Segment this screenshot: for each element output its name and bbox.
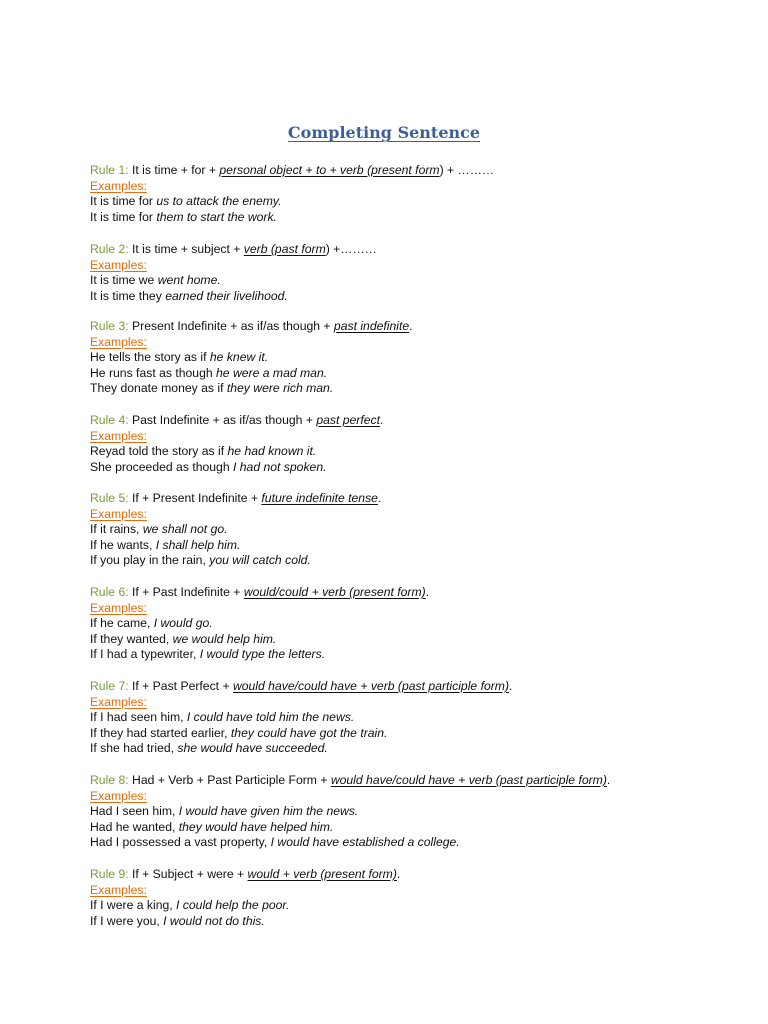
- example-sentence: [90, 914, 730, 930]
- example-emphasis: I would have established a college.: [270, 835, 460, 850]
- example-text: If he came,: [90, 616, 154, 631]
- rule-block-4: [90, 413, 730, 475]
- example-text: It is time they: [90, 288, 166, 303]
- example-text: He tells the story as if: [90, 350, 210, 365]
- examples-label: Examples:: [90, 506, 147, 521]
- examples-label: Examples:: [90, 600, 147, 615]
- example-emphasis: I shall help him.: [155, 537, 241, 552]
- example-emphasis: they could have got the train.: [230, 725, 388, 740]
- example-text: If you play in the rain,: [90, 553, 210, 568]
- example-sentence: [90, 381, 730, 397]
- example-text: If it rains,: [90, 522, 143, 537]
- rule-label: Rule 6:: [90, 585, 129, 599]
- rule-block-3: [90, 319, 730, 397]
- rule-formula: [90, 491, 730, 507]
- rule-formula: [90, 867, 730, 883]
- example-text: If I had seen him,: [90, 710, 187, 725]
- formula-emphasis: would + verb (present form): [247, 867, 397, 881]
- rule-block-7: [90, 679, 730, 757]
- example-emphasis: I would type the letters.: [199, 647, 326, 662]
- examples-label: Examples:: [90, 257, 147, 272]
- formula-tail: .: [409, 319, 413, 333]
- example-sentence: [90, 820, 730, 836]
- example-emphasis: I had not spoken.: [232, 459, 327, 474]
- formula-emphasis: past indefinite: [333, 319, 410, 333]
- example-emphasis: she would have succeeded.: [177, 741, 328, 756]
- formula-text: Past Indefinite + as if/as though +: [128, 413, 317, 427]
- example-sentence: [90, 898, 730, 914]
- example-emphasis: I would have given him the news.: [178, 804, 359, 819]
- example-text: If he wants,: [90, 537, 156, 552]
- formula-tail: .: [509, 679, 513, 693]
- rule-block-5: [90, 491, 730, 569]
- example-emphasis: he had known it.: [227, 444, 317, 459]
- formula-emphasis: past perfect: [316, 413, 380, 427]
- example-text: It is time for: [90, 209, 157, 224]
- example-sentence: [90, 835, 730, 851]
- formula-text: It is time + subject +: [128, 242, 244, 256]
- example-text: Had I seen him,: [90, 804, 179, 819]
- formula-emphasis: personal object + to + verb (present form: [219, 163, 440, 177]
- formula-text: If + Past Perfect +: [128, 679, 233, 693]
- example-emphasis: they were rich man.: [226, 381, 334, 396]
- formula-emphasis: would have/could have + verb (past participle form): [330, 773, 607, 787]
- example-text: If I were a king,: [90, 898, 177, 913]
- example-text: Had he wanted,: [90, 819, 179, 834]
- example-sentence: [90, 632, 730, 648]
- formula-tail: .: [425, 585, 430, 599]
- rule-label: Rule 4:: [90, 413, 129, 427]
- example-emphasis: I could have told him the news.: [186, 710, 355, 725]
- example-text: She proceeded as though: [90, 459, 233, 474]
- example-emphasis: he were a mad man.: [216, 365, 328, 380]
- example-text: If she had tried,: [90, 741, 178, 756]
- rule-label: Rule 7:: [90, 679, 129, 693]
- rule-block-1: [90, 163, 730, 225]
- example-sentence: [90, 726, 730, 742]
- example-text: If they had started earlier,: [90, 725, 231, 740]
- rule-block-9: [90, 867, 730, 929]
- example-emphasis: I would go.: [153, 616, 213, 631]
- example-sentence: [90, 366, 730, 382]
- example-sentence: [90, 350, 730, 366]
- formula-tail: .: [380, 413, 384, 427]
- formula-tail: .: [606, 773, 611, 787]
- formula-text: If + Past Indefinite +: [128, 585, 244, 599]
- formula-tail: ) +………: [325, 242, 377, 256]
- rule-block-6: [90, 585, 730, 663]
- example-sentence: [90, 273, 730, 289]
- rule-formula: [90, 413, 730, 429]
- example-text: If I were you,: [90, 913, 164, 928]
- example-sentence: [90, 647, 730, 663]
- formula-tail: .: [396, 867, 401, 881]
- rule-formula: [90, 242, 730, 258]
- example-sentence: [90, 460, 730, 476]
- formula-emphasis: verb (past form: [243, 242, 326, 256]
- examples-label: Examples:: [90, 788, 147, 803]
- formula-text: If + Present Indefinite +: [128, 491, 262, 505]
- rule-formula: [90, 163, 730, 179]
- page-title: Completing Sentence: [287, 123, 481, 142]
- example-text: It is time for: [90, 194, 157, 209]
- examples-label: Examples:: [90, 334, 147, 349]
- rule-label: Rule 2:: [90, 242, 129, 256]
- example-sentence: [90, 210, 730, 226]
- rule-label: Rule 5:: [90, 491, 129, 505]
- formula-tail: .: [377, 491, 382, 505]
- rule-label: Rule 8:: [90, 773, 129, 787]
- example-emphasis: went home.: [157, 273, 221, 288]
- example-emphasis: we shall not go.: [142, 522, 228, 537]
- example-text: If I had a typewriter,: [90, 647, 200, 662]
- rule-formula: [90, 319, 730, 335]
- formula-tail: ) + ………: [439, 163, 495, 177]
- example-sentence: [90, 741, 730, 757]
- example-text: If they wanted,: [90, 631, 173, 646]
- example-emphasis: I could help the poor.: [176, 898, 290, 913]
- example-text: Had I possessed a vast property,: [90, 835, 271, 850]
- rule-label: Rule 1:: [90, 163, 129, 177]
- example-text: They donate money as if: [90, 381, 227, 396]
- examples-label: Examples:: [90, 882, 147, 897]
- rule-block-8: [90, 773, 730, 851]
- example-emphasis: earned their livelihood.: [165, 288, 288, 303]
- example-text: He runs fast as though: [90, 365, 217, 380]
- rule-formula: [90, 585, 730, 601]
- examples-label: Examples:: [90, 178, 147, 193]
- example-emphasis: I would not do this.: [163, 913, 265, 928]
- formula-text: If + Subject + were +: [128, 867, 248, 881]
- formula-emphasis: would have/could have + verb (past participle form): [232, 679, 510, 693]
- example-emphasis: us to attack the enemy.: [156, 194, 282, 209]
- rule-label: Rule 3:: [90, 319, 129, 333]
- example-emphasis: you will catch cold.: [209, 553, 311, 568]
- example-sentence: [90, 804, 730, 820]
- example-sentence: [90, 710, 730, 726]
- example-text: Reyad told the story as if: [90, 444, 228, 459]
- example-emphasis: they would have helped him.: [178, 819, 334, 834]
- formula-emphasis: future indefinite tense: [261, 491, 378, 505]
- rule-block-2: [90, 242, 730, 304]
- example-emphasis: he knew it.: [209, 350, 269, 365]
- example-sentence: [90, 289, 730, 305]
- rule-formula: [90, 679, 730, 695]
- example-sentence: [90, 616, 730, 632]
- example-text: It is time we: [90, 273, 158, 288]
- rule-formula: [90, 773, 730, 789]
- formula-text: Had + Verb + Past Participle Form +: [128, 773, 331, 787]
- example-sentence: [90, 444, 730, 460]
- example-sentence: [90, 194, 730, 210]
- formula-text: Present Indefinite + as if/as though +: [128, 319, 334, 333]
- example-sentence: [90, 553, 730, 569]
- examples-label: Examples:: [90, 694, 147, 709]
- example-emphasis: them to start the work.: [156, 209, 277, 224]
- example-sentence: [90, 522, 730, 538]
- example-emphasis: we would help him.: [172, 631, 277, 646]
- formula-text: It is time + for +: [128, 163, 220, 177]
- rule-label: Rule 9:: [90, 867, 129, 881]
- formula-emphasis: would/could + verb (present form): [243, 585, 426, 599]
- examples-label: Examples:: [90, 428, 147, 443]
- example-sentence: [90, 538, 730, 554]
